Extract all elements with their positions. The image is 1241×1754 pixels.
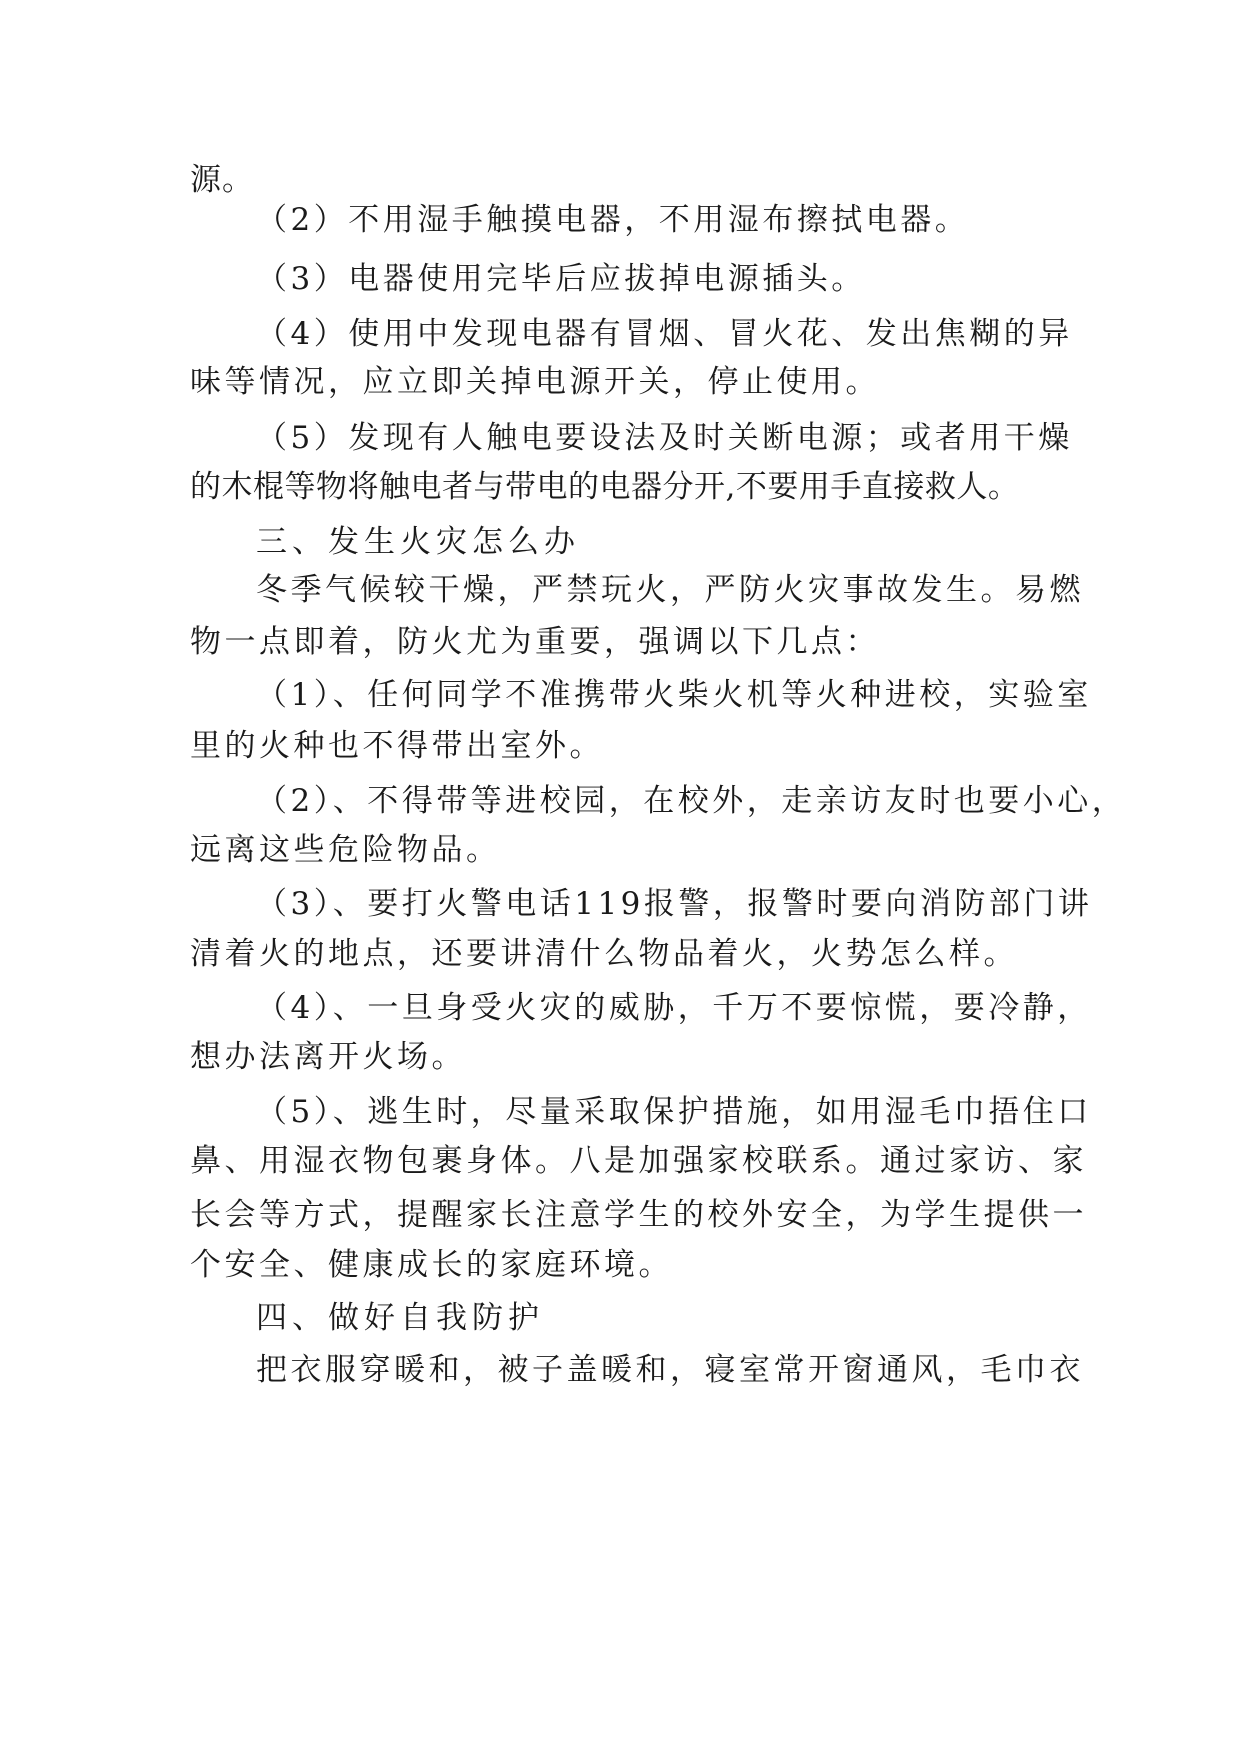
text-line: （4）、一旦身受火灾的威胁，千万不要惊慌，要冷静， — [256, 990, 1092, 1026]
text-line: （4）使用中发现电器有冒烟、冒火花、发出焦糊的异 — [256, 316, 1073, 352]
section-heading: 四、做好自我防护 — [256, 1300, 544, 1336]
text-line: （2）不用湿手触摸电器，不用湿布擦拭电器。 — [256, 202, 970, 238]
section-heading: 三、发生火灾怎么办 — [256, 524, 580, 560]
text-line: （5）发现有人触电要设法及时关断电源；或者用干燥 — [256, 420, 1073, 456]
text-line: （5）、逃生时，尽量采取保护措施，如用湿毛巾捂住口 — [256, 1094, 1092, 1130]
text-line: 的木棍等物将触电者与带电的电器分开,不要用手直接救人。 — [190, 469, 1020, 505]
text-line: 个安全、健康成长的家庭环境。 — [190, 1247, 673, 1283]
text-line: （2）、不得带等进校园，在校外，走亲访友时也要小心， — [256, 783, 1127, 819]
text-line: 长会等方式，提醒家长注意学生的校外安全，为学生提供一 — [190, 1197, 1087, 1233]
text-line: （3）、要打火警电话119报警，报警时要向消防部门讲 — [256, 886, 1093, 922]
text-line: 源。 — [190, 162, 254, 198]
text-line: 想办法离开火场。 — [190, 1039, 466, 1075]
text-line: （1）、任何同学不准携带火柴火机等火种进校，实验室 — [256, 677, 1092, 713]
text-line: 物一点即着，防火尤为重要，强调以下几点： — [190, 624, 880, 660]
text-line: 鼻、用湿衣物包裹身体。八是加强家校联系。通过家访、家 — [190, 1143, 1087, 1179]
text-line: 里的火种也不得带出室外。 — [190, 728, 604, 764]
text-line: 味等情况，应立即关掉电源开关，停止使用。 — [190, 364, 880, 400]
text-line: 清着火的地点，还要讲清什么物品着火，火势怎么样。 — [190, 936, 1018, 972]
text-line: （3）电器使用完毕后应拔掉电源插头。 — [256, 261, 866, 297]
text-line: 把衣服穿暖和，被子盖暖和，寝室常开窗通风，毛巾衣 — [256, 1352, 1084, 1388]
text-line: 冬季气候较干燥，严禁玩火，严防火灾事故发生。易燃 — [256, 572, 1084, 608]
text-line: 远离这些危险物品。 — [190, 832, 501, 868]
